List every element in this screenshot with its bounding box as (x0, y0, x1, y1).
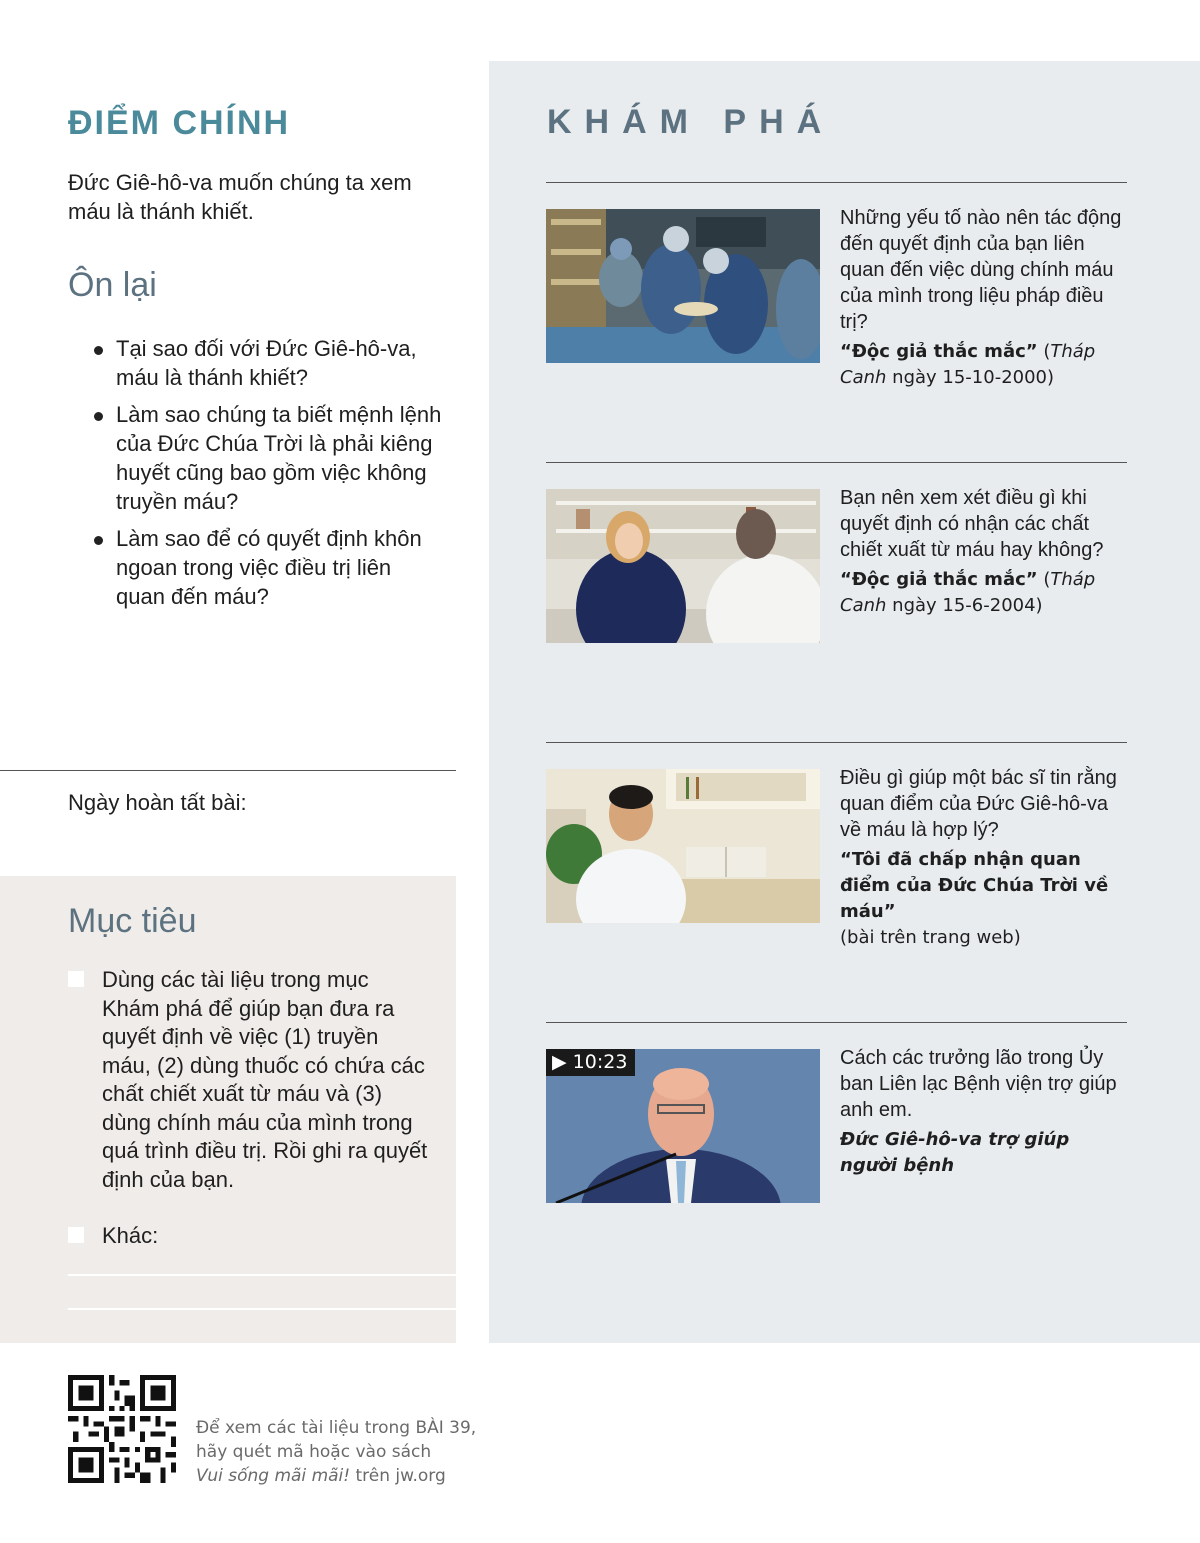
source-publication: Tháp Canh (840, 569, 1096, 616)
goal-checkbox[interactable] (68, 1227, 84, 1243)
review-item: Tại sao đối với Đức Giê-hô-va, máu là thánh khiết? (92, 334, 442, 392)
entry-source[interactable] (840, 847, 1132, 951)
source-date: ngày 15-10-2000) (892, 367, 1055, 388)
source-title: “Độc giả thắc mắc” (840, 569, 1038, 590)
explore-entry (840, 1045, 1132, 1179)
divider (546, 1022, 1127, 1023)
source-title: “Độc giả thắc mắc” (840, 341, 1038, 362)
key-point-heading: ĐIỂM CHÍNH (68, 104, 291, 142)
entry-question: Điều gì giúp một bác sĩ tin rằng quan điểm của Đức Giê-hô-va về máu là hợp lý? (840, 767, 1117, 841)
write-in-line[interactable] (68, 1308, 456, 1310)
divider (0, 770, 456, 771)
goals-panel (0, 876, 456, 1343)
source-note: (bài trên trang web) (840, 927, 1021, 948)
surgery-photo[interactable] (546, 209, 820, 363)
explore-entry (840, 765, 1132, 951)
review-item: Làm sao chúng ta biết mệnh lệnh của Đức Chúa Trời là phải kiêng huyết cũng bao gồm việc không truyền máu? (92, 400, 442, 516)
goal-text: Dùng các tài liệu trong mục Khám phá để giúp bạn đưa ra quyết định về việc (1) truyền máu, (2) dùng thuốc có chứa các chất chiết xuất từ máu và (3) dùng chính máu của mình trong quá trình điều trị. Rồi ghi ra quyết định của bạn. (102, 967, 428, 1192)
entry-source[interactable]: “Độc giả thắc mắc” (Tháp Canh ngày 15-6-2004) (840, 569, 1096, 616)
goal-item (68, 966, 428, 1194)
video-title-link[interactable]: Đức Giê-hô-va trợ giúp người bệnh (840, 1129, 1070, 1176)
completion-date-label: Ngày hoàn tất bài: (68, 790, 247, 815)
patient-doctor-photo[interactable] (546, 489, 820, 643)
goal-text: Khác: (102, 1223, 159, 1248)
source-publication: Tháp Canh (840, 341, 1096, 388)
goal-checkbox[interactable] (68, 971, 84, 987)
review-heading: Ôn lại (68, 266, 157, 304)
elder-speaker-video[interactable] (546, 1049, 820, 1203)
doctor-desk-photo[interactable] (546, 769, 820, 923)
entry-question: Những yếu tố nào nên tác động đến quyết định của bạn liên quan đến việc dùng chính máu của mình trong liệu pháp điều trị? (840, 207, 1122, 333)
entry-source[interactable]: “Độc giả thắc mắc” (Tháp Canh ngày 15-10-2000) (840, 341, 1096, 388)
footer-line: hãy quét mã hoặc vào sách (196, 1442, 432, 1462)
review-item: Làm sao để có quyết định khôn ngoan trong việc điều trị liên quan đến máu? (92, 524, 442, 611)
goals-heading: Mục tiêu (68, 902, 197, 940)
entry-question: Bạn nên xem xét điều gì khi quyết định có nhận các chất chiết xuất từ máu hay không? (840, 487, 1104, 561)
divider (546, 182, 1127, 183)
explore-panel (489, 61, 1200, 1343)
source-date: ngày 15-6-2004) (892, 595, 1043, 616)
divider (546, 462, 1127, 463)
footer-note (196, 1416, 476, 1488)
review-list (92, 334, 442, 619)
book-title[interactable]: Vui sống mãi mãi! (196, 1466, 351, 1486)
write-in-line[interactable] (68, 1274, 456, 1276)
key-point-text: Đức Giê-hô-va muốn chúng ta xem máu là thánh khiết. (68, 170, 412, 224)
entry-question: Cách các trưởng lão trong Ủy ban Liên lạc Bệnh viện trợ giúp anh em. (840, 1047, 1117, 1121)
explore-entry (840, 485, 1132, 619)
footer-line: Để xem các tài liệu trong BÀI 39, (196, 1418, 477, 1438)
divider (546, 742, 1127, 743)
source-title: “Tôi đã chấp nhận quan điểm của Đức Chúa Trời về máu” (840, 849, 1109, 922)
goal-item-other (68, 1222, 428, 1251)
video-duration-badge: ▶ 10:23 (546, 1049, 635, 1076)
footer-line: trên jw.org (350, 1466, 446, 1486)
explore-heading: KHÁM PHÁ (547, 103, 835, 141)
qr-code[interactable] (68, 1375, 176, 1483)
explore-entry (840, 205, 1132, 391)
